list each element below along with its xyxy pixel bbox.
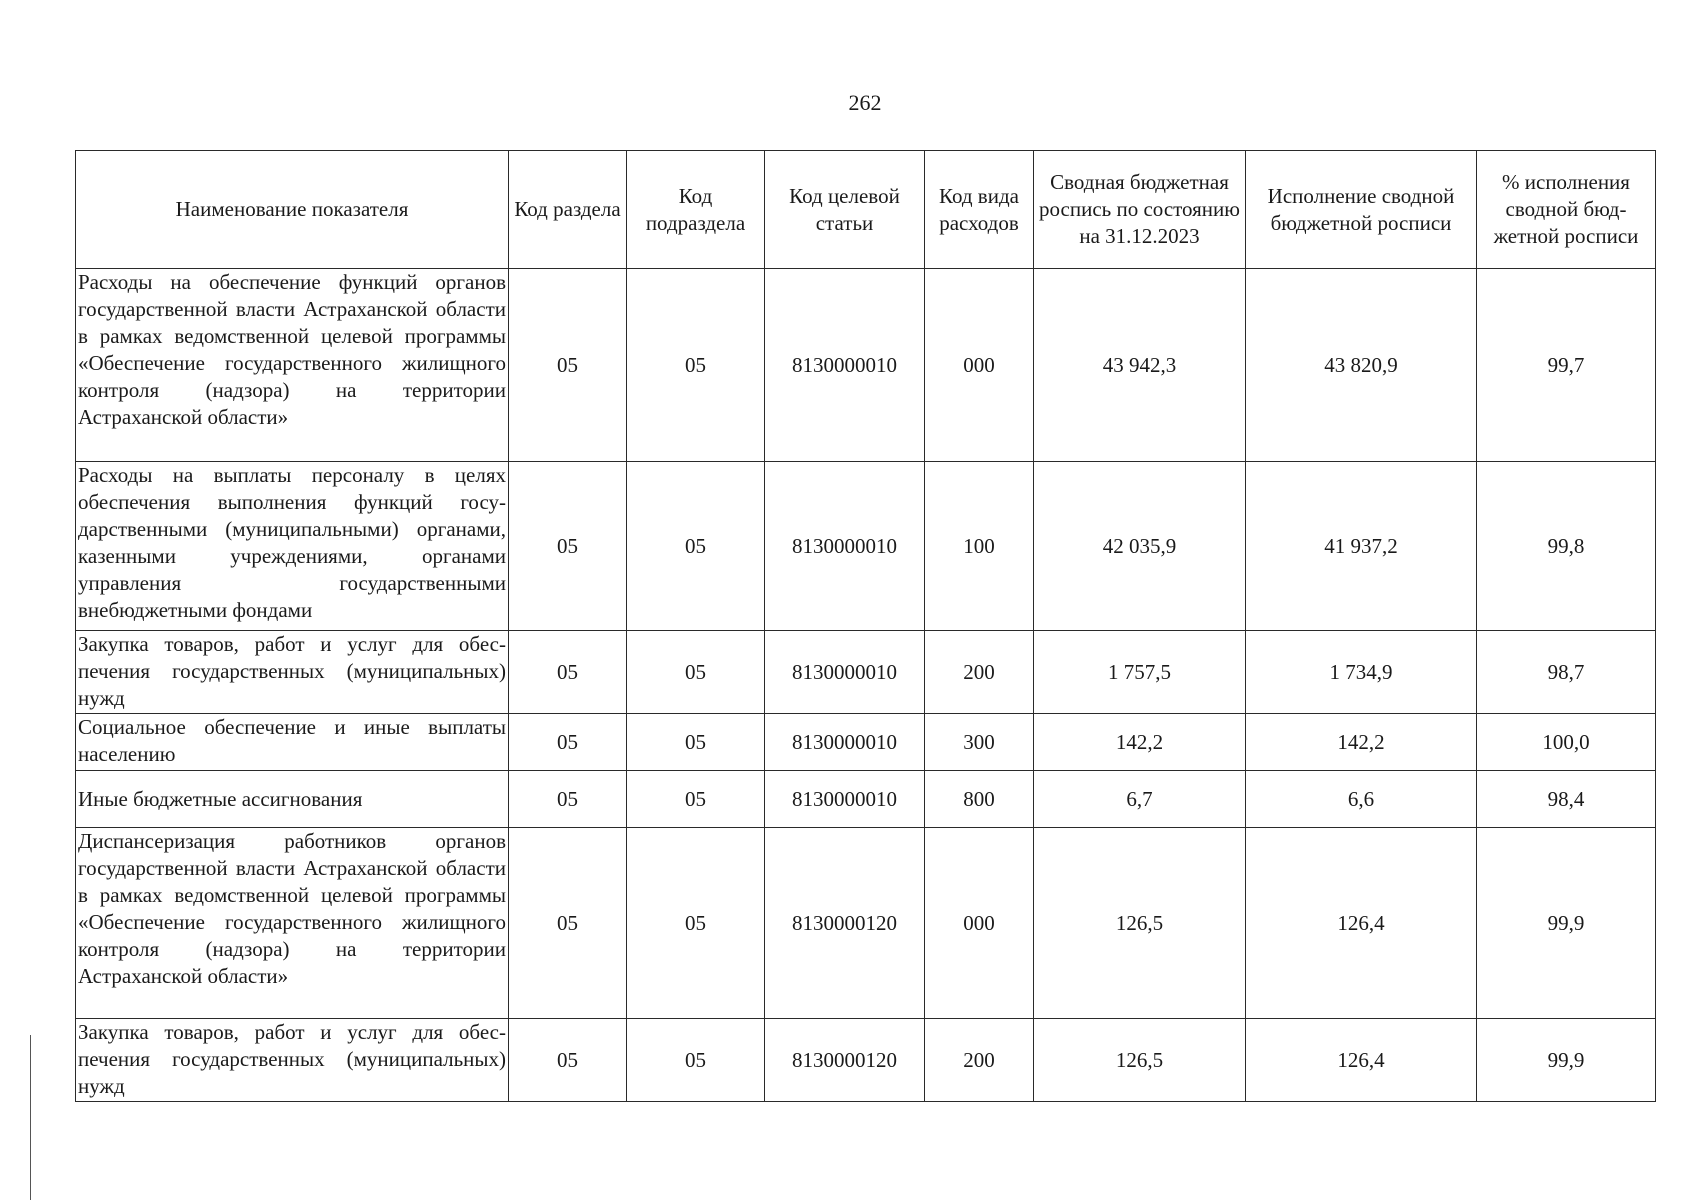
row-name: Расходы на выплаты персоналу в целях обеспечения выполнения функций государственными (муниципальными) органами, казенными учреждениями, органами управления государственными внебюджетными фондами [76,462,509,631]
row-section-code: 05 [509,462,627,631]
row-executed-budget: 126,4 [1246,1019,1477,1102]
table-row [76,714,1656,771]
row-planned-budget: 126,5 [1034,828,1246,1019]
table-row [76,828,1656,1019]
table-row [76,269,1656,462]
row-execution-percent: 99,9 [1477,1019,1656,1102]
row-name: Иные бюджетные ассигнования [76,771,509,828]
header-expense-type-code: Код вида расходов [925,151,1034,269]
row-target-code: 8130000120 [765,828,925,1019]
row-planned-budget: 42 035,9 [1034,462,1246,631]
row-executed-budget: 43 820,9 [1246,269,1477,462]
row-execution-percent: 100,0 [1477,714,1656,771]
header-subsection-code: Код подраздела [627,151,765,269]
row-executed-budget: 6,6 [1246,771,1477,828]
row-section-code: 05 [509,1019,627,1102]
header-planned-budget: Сводная бюджетная роспись по состоянию на 31.12.2023 [1034,151,1246,269]
table-row [76,1019,1656,1102]
row-planned-budget: 1 757,5 [1034,631,1246,714]
row-name: Социальное обеспечение и иные выплаты населению [76,714,509,771]
row-expense-type-code: 300 [925,714,1034,771]
row-execution-percent: 99,7 [1477,269,1656,462]
row-execution-percent: 98,7 [1477,631,1656,714]
table-header-row [76,151,1656,269]
row-executed-budget: 126,4 [1246,828,1477,1019]
row-target-code: 8130000010 [765,269,925,462]
row-expense-type-code: 100 [925,462,1034,631]
row-target-code: 8130000010 [765,631,925,714]
header-target-code: Код целевой статьи [765,151,925,269]
budget-execution-table [75,150,1656,1102]
row-section-code: 05 [509,771,627,828]
row-planned-budget: 43 942,3 [1034,269,1246,462]
row-expense-type-code: 200 [925,631,1034,714]
header-execution-percent: % исполнения сводной бюджетной росписи [1477,151,1656,269]
row-execution-percent: 99,8 [1477,462,1656,631]
row-execution-percent: 99,9 [1477,828,1656,1019]
page-number: 262 [848,90,882,115]
row-execution-percent: 98,4 [1477,771,1656,828]
header-executed-budget: Исполнение сводной бюджетной росписи [1246,151,1477,269]
row-executed-budget: 142,2 [1246,714,1477,771]
header-name: Наименование показателя [76,151,509,269]
row-target-code: 8130000010 [765,462,925,631]
table-row [76,631,1656,714]
row-planned-budget: 126,5 [1034,1019,1246,1102]
row-name: Закупка товаров, работ и услуг для обеспечения государственных (муниципальных) нужд [76,631,509,714]
table-row [76,462,1656,631]
row-expense-type-code: 200 [925,1019,1034,1102]
row-planned-budget: 142,2 [1034,714,1246,771]
row-subsection-code: 05 [627,714,765,771]
row-expense-type-code: 000 [925,269,1034,462]
row-section-code: 05 [509,828,627,1019]
row-target-code: 8130000120 [765,1019,925,1102]
row-expense-type-code: 000 [925,828,1034,1019]
row-expense-type-code: 800 [925,771,1034,828]
row-name: Закупка товаров, работ и услуг для обеспечения государственных (муниципальных) нужд [76,1019,509,1102]
row-target-code: 8130000010 [765,714,925,771]
row-subsection-code: 05 [627,828,765,1019]
row-target-code: 8130000010 [765,771,925,828]
binding-margin-line [30,1035,31,1200]
row-section-code: 05 [509,714,627,771]
row-name: Расходы на обеспечение функций органов государственной власти Астраханской области в рамках ведомственной целевой программы «Обеспечение государственного жилищного контроля (надзора) на территории Астраханской области» [76,269,509,462]
row-subsection-code: 05 [627,631,765,714]
row-subsection-code: 05 [627,1019,765,1102]
row-executed-budget: 1 734,9 [1246,631,1477,714]
row-subsection-code: 05 [627,462,765,631]
row-section-code: 05 [509,631,627,714]
row-subsection-code: 05 [627,771,765,828]
row-executed-budget: 41 937,2 [1246,462,1477,631]
row-planned-budget: 6,7 [1034,771,1246,828]
header-section-code: Код раздела [509,151,627,269]
table-row [76,771,1656,828]
row-name: Диспансеризация работников органов государственной власти Астраханской области в рамках ведомственной целевой программы «Обеспечение государственного жилищного контроля (надзора) на территории Астраханской области» [76,828,509,1019]
row-subsection-code: 05 [627,269,765,462]
row-section-code: 05 [509,269,627,462]
